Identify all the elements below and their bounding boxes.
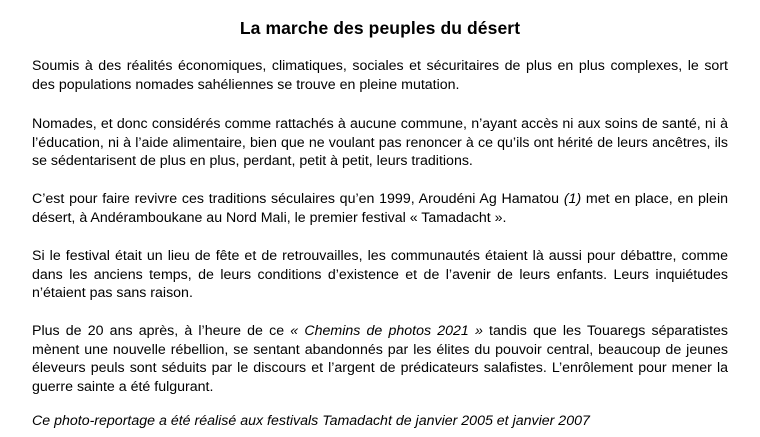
paragraph-today bbox=[32, 322, 728, 396]
event-name-quote: « Chemins de photos 2021 » bbox=[290, 323, 483, 339]
paragraph-festival-origin-text-start: C’est pour faire revivre ces traditions séculaires qu’en 1999, Aroudéni Ag Hamatou bbox=[32, 191, 564, 207]
paragraph-today-text-end: tandis que les Touaregs séparatistes mènent une nouvelle rébellion, se sentant abandonnés par les élites du pouvoir central, beaucoup de jeunes éleveurs peuls sont séduits par le discours et l’argent de prédicateurs salafistes. L’enrôlement pour mener la guerre sainte a été fulgurant. bbox=[32, 323, 728, 395]
paragraph-nomads: Nomades, et donc considérés comme rattachés à aucune commune, n’ayant accès ni aux soins de santé, ni à l’éducation, ni à l’aide alimentaire, bien que ne voulant pas renoncer à ce qu’ils ont hérité de leurs ancêtres, ils se sédentarisent de plus en plus, perdant, petit à petit, leurs traditions. bbox=[32, 116, 728, 170]
paragraph-festival-debate: Si le festival était un lieu de fête et de retrouvailles, les communautés étaient là aussi pour débattre, comme dans les anciens temps, de leurs conditions d’existence et de l’avenir de leurs enfants. Leurs inquiétudes n’étaient pas sans raison. bbox=[32, 248, 728, 302]
footnote-reference: (1) bbox=[563, 191, 582, 207]
page-title: La marche des peuples du désert bbox=[239, 18, 521, 38]
paragraph-festival-origin bbox=[32, 190, 728, 227]
paragraph-today-text-start: Plus de 20 ans après, à l’heure de ce bbox=[32, 323, 291, 339]
paragraph-festival-origin-text-end: met en place, en plein désert, à Andéramboukane au Nord Mali, le premier festival « Tamadacht ». bbox=[32, 191, 728, 226]
photo-credit-note: Ce photo-reportage a été réalisé aux festivals Tamadacht de janvier 2005 et janvier 2007 bbox=[32, 413, 590, 429]
paragraph-intro: Soumis à des réalités économiques, climatiques, sociales et sécuritaires de plus en plus complexes, le sort des populations nomades sahéliennes se trouve en pleine mutation. bbox=[32, 58, 728, 93]
